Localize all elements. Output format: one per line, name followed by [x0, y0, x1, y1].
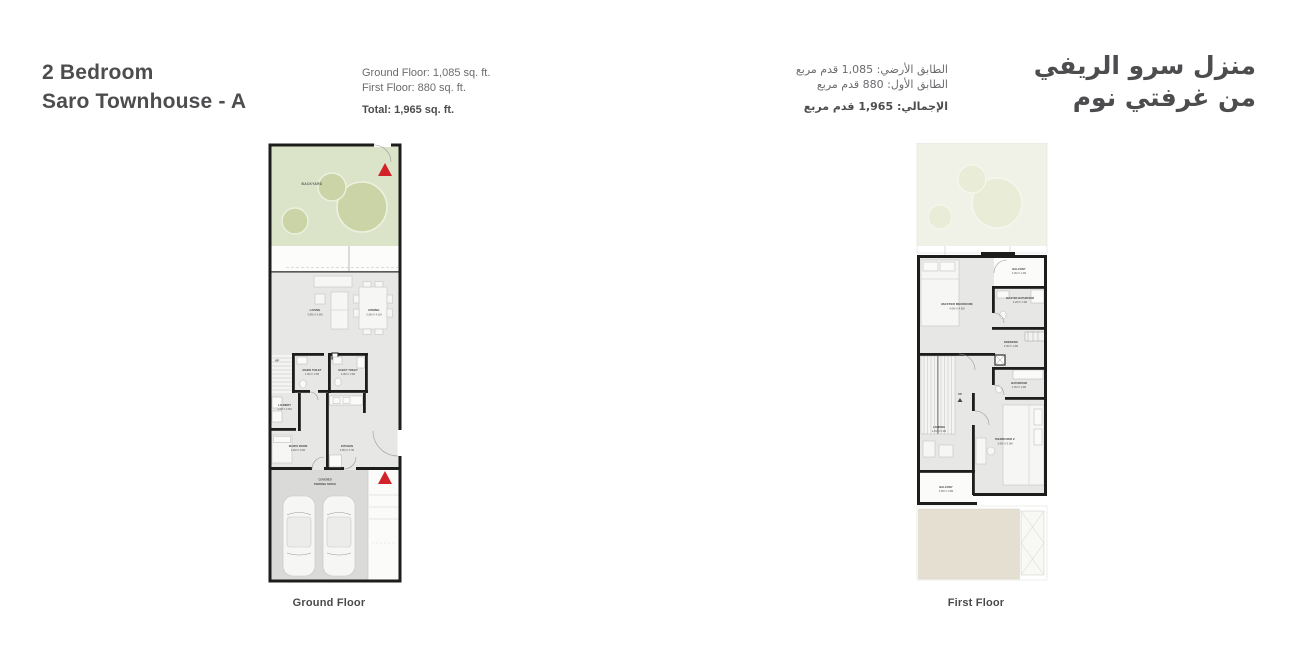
backyard-area [270, 145, 400, 246]
up-label: UP [958, 392, 962, 396]
room-dims: 3.8M X 4.5M [307, 313, 323, 317]
room-label: KITCHEN [341, 445, 353, 448]
ground-floor-caption: Ground Floor [292, 597, 366, 609]
room-label: DINING [368, 308, 380, 312]
room-dims: 2.2M X 1.9M [1012, 301, 1028, 304]
page-title-line2: Saro Townhouse - A [42, 90, 247, 113]
first-floor-plan-drawing [915, 143, 1049, 583]
stat-total-ar: الإجمالي: 1,965 قدم مربع [803, 100, 948, 113]
stat-ground-floor-en: Ground Floor: 1,085 sq. ft. [362, 67, 491, 79]
parking-roof-area [917, 506, 1047, 580]
ground-floor-plan-drawing [268, 143, 402, 583]
room-label: BEDROOM 2 [995, 437, 1015, 441]
room-dims: 4.0M X 4.5M [949, 307, 965, 311]
stat-total-en: Total: 1,965 sq. ft. [362, 104, 455, 116]
parking-area [270, 470, 400, 581]
room-dims: 2.0M X 1.5M [340, 373, 356, 376]
room-label: MAIDS TOILET [302, 369, 322, 372]
page-title [42, 58, 246, 116]
first-floor-plan [915, 143, 1049, 583]
room-dims: 2.4M X 3.0M [290, 449, 306, 452]
ghost-backyard-area [917, 143, 1047, 255]
pergola-icon [1021, 511, 1044, 575]
room-label: BATHROOM [1011, 382, 1027, 385]
room-label: BALCONY [939, 486, 953, 489]
room-dims: 2.1M X 2.4M [931, 430, 947, 433]
parking-label: COVERED [318, 478, 332, 482]
page-title-arabic [1034, 50, 1256, 114]
stat-ground-floor-ar: الطابق الأرضي: 1,085 قدم مربع [795, 63, 948, 76]
page-title-line1: 2 Bedroom [42, 61, 154, 84]
backyard-label: BACKYARD [301, 182, 323, 186]
staircase [272, 355, 293, 393]
area-stats-en [362, 66, 490, 118]
room-dims: 1.4M X 1.5M [304, 373, 320, 376]
room-label: GUEST TOILET [338, 369, 358, 372]
car-icon [283, 496, 315, 576]
up-label: UP [275, 358, 279, 363]
room-label: MAID'S ROOM [288, 445, 308, 448]
stat-first-floor-en: First Floor: 880 sq. ft. [362, 82, 466, 94]
tree-icon [282, 208, 308, 234]
room-label: MASTER BEDROOM [941, 302, 973, 306]
terrace-area [270, 246, 400, 273]
tree-icon [928, 205, 952, 229]
room-label: BALCONY [1012, 268, 1026, 271]
room-label: LIVING [309, 308, 321, 312]
room-label: LAUNDRY [277, 404, 292, 407]
room-dims: 2.2M X 1.4M [1011, 272, 1027, 275]
room-dims: 2.3M X 1.8M [1003, 345, 1019, 348]
tree-icon [958, 165, 986, 193]
room-label: MASTER BATHROOM [1006, 297, 1034, 300]
page-title-ar-line2: من غرفتي نوم [1072, 83, 1256, 112]
room-dims: 1.2M X 2.5M [277, 408, 292, 411]
tree-icon [318, 173, 346, 201]
car-icon [323, 496, 355, 576]
room-dims: 2.4M X 1.9M [1011, 386, 1027, 389]
room-dims: 2.5M X 4.1M [366, 313, 382, 317]
first-floor-caption: First Floor [947, 597, 1005, 609]
room-dims: 2.5M X 1.8M [938, 490, 954, 493]
area-stats-ar [796, 62, 948, 114]
stat-first-floor-ar: الطابق الأول: 880 قدم مربع [816, 78, 948, 91]
room-label: DRESSING [1003, 341, 1019, 344]
room-label: LANDING [932, 426, 946, 429]
ground-floor-plan [268, 143, 402, 583]
room-dims: 3.6M X 5.0M [997, 442, 1013, 446]
room-dims: 2.5M X 3.7M [339, 449, 355, 452]
parking-label: PARKING SPACE [314, 483, 336, 486]
page-title-ar-line1: منزل سرو الريفي [1033, 51, 1256, 80]
